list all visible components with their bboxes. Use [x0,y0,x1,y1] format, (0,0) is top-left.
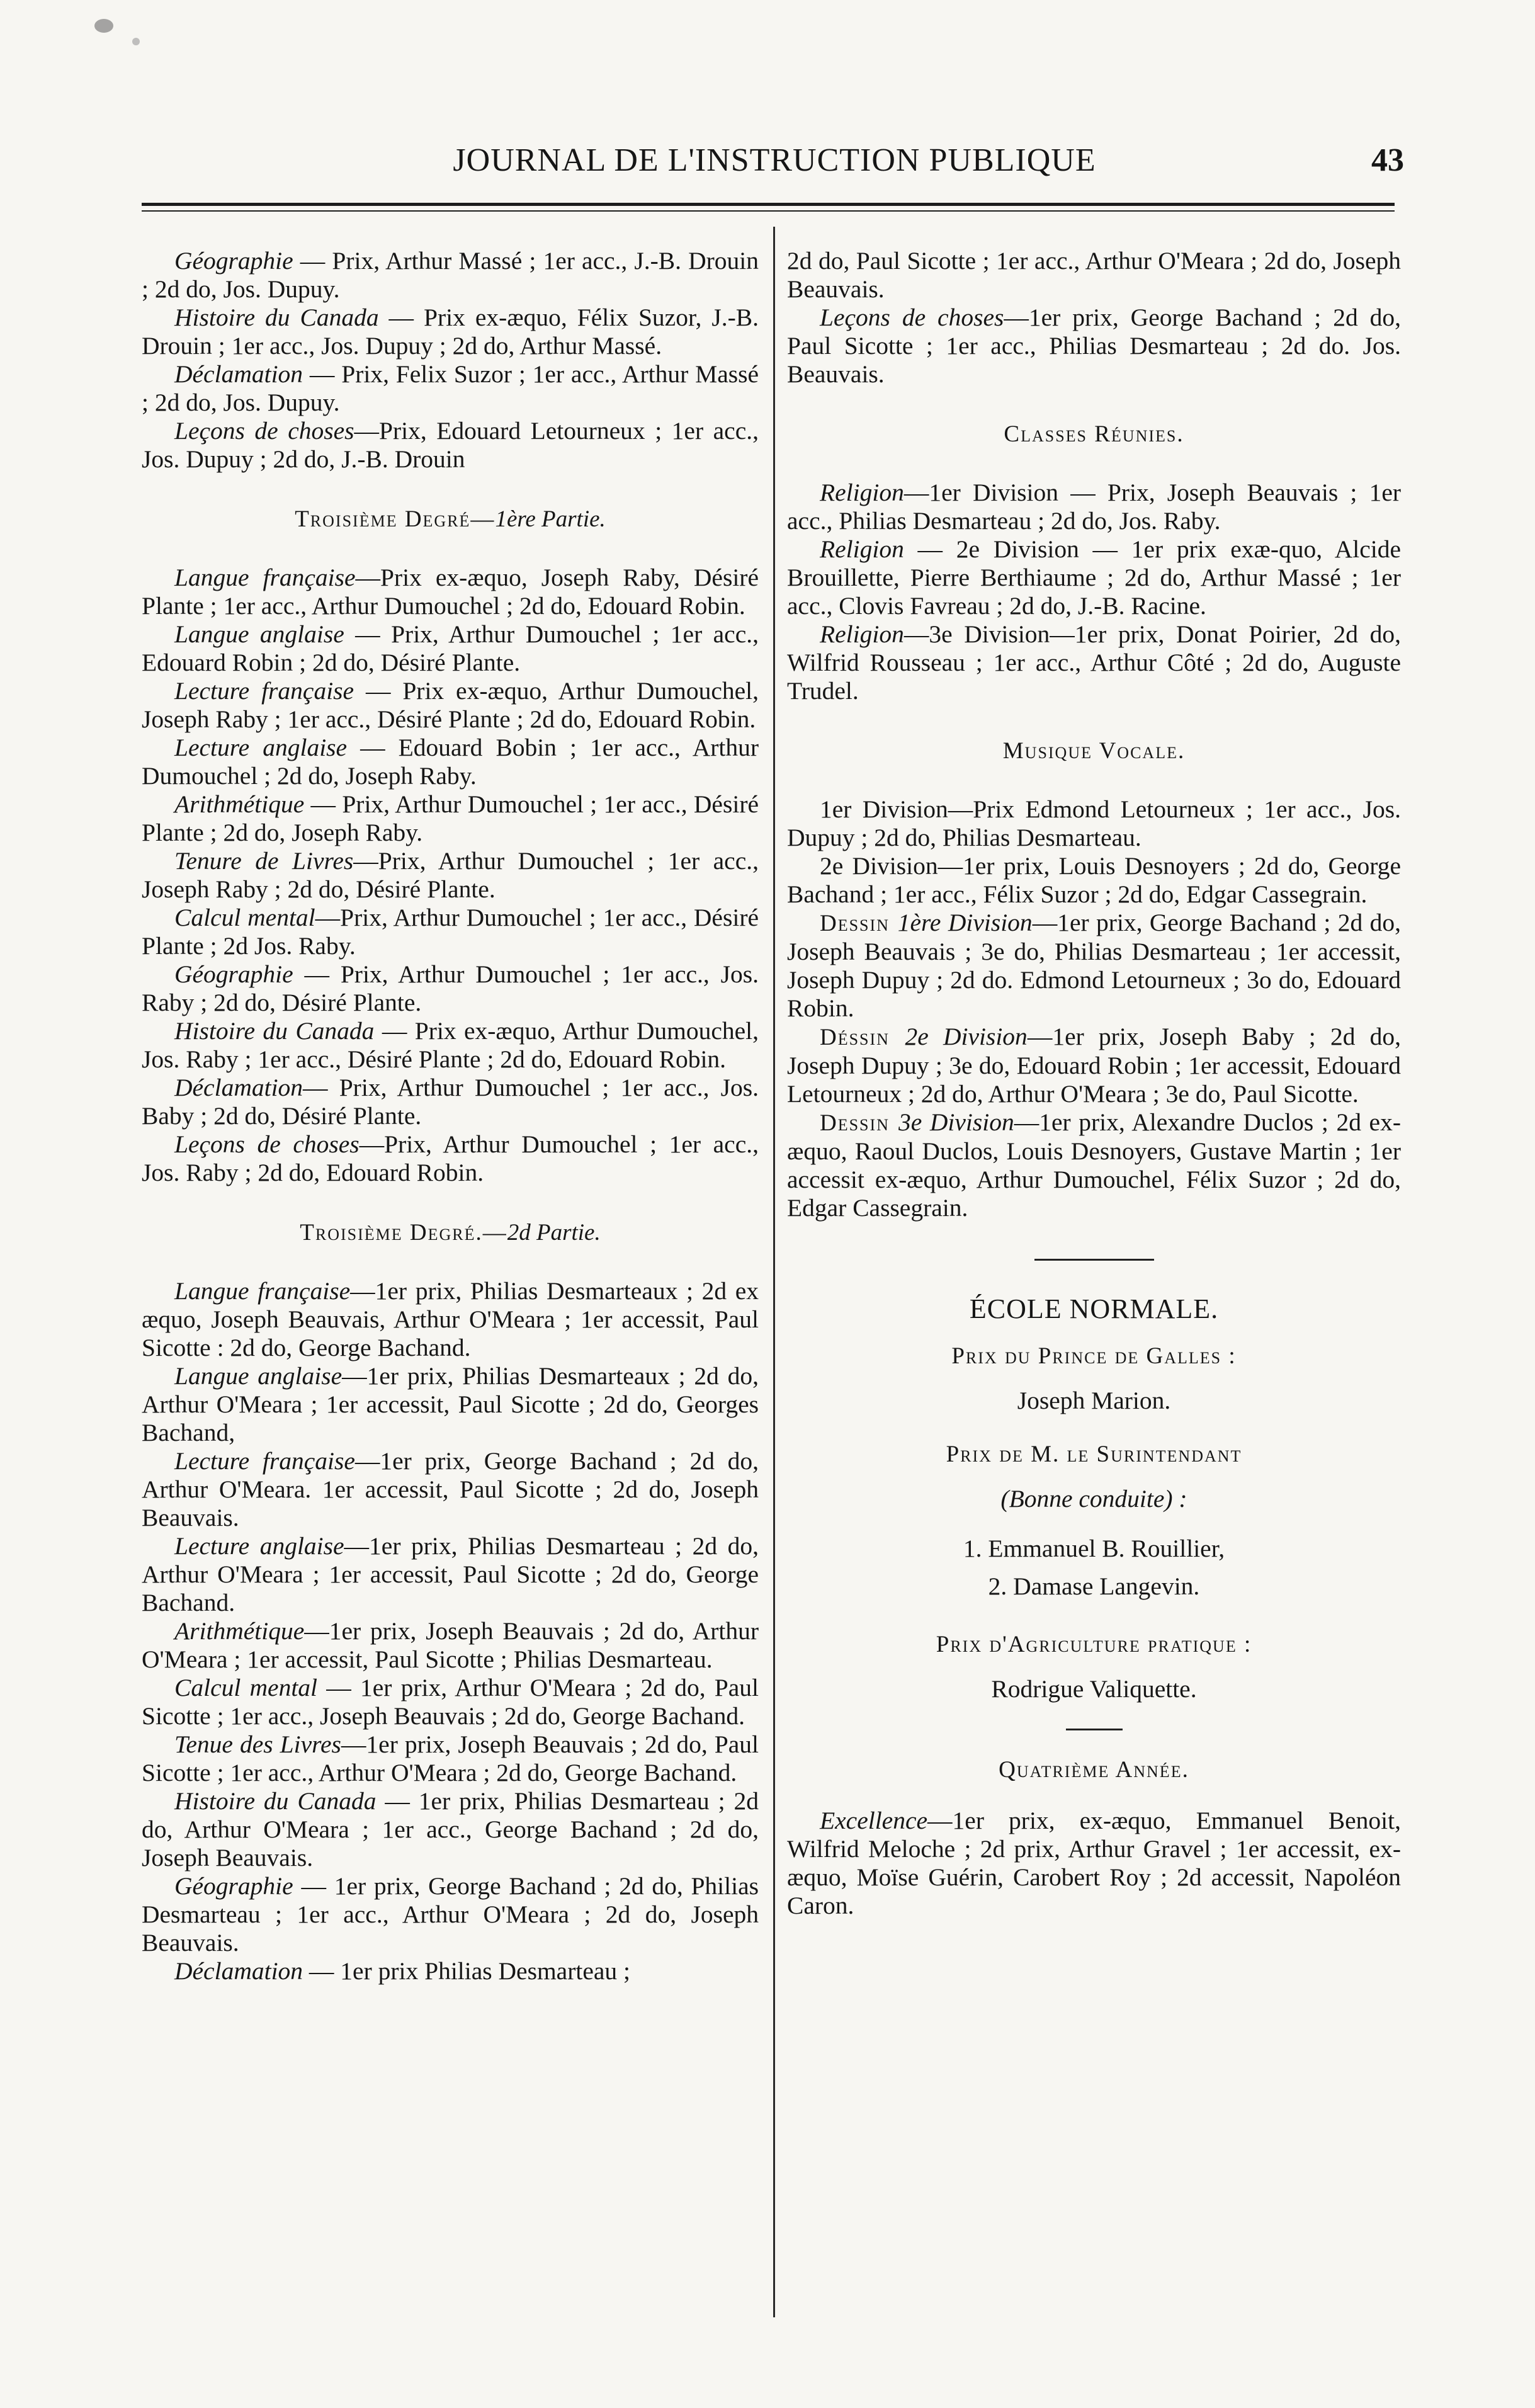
prize-entry [142,417,759,474]
section-title: Troisième Degré— [295,506,496,532]
entry-category: Langue anglaise [174,1362,343,1390]
entry-category: Lecture anglaise [174,1532,344,1560]
entry-text: 2e Division—1er prix, Louis Desnoyers ; 2d do, George Bachand ; 1er acc., Félix Suzor ; 2d do, Edgar Cassegrain. [787,852,1401,908]
entry-category: Leçons de choses [820,304,1004,331]
entry-category: Calcul mental [174,904,315,931]
entry-text: —1er prix, Alexandre Duclos ; 2d ex-æquo, Raoul Duclos, Louis Desnoyers, Gustave Martin ; 1er accessit ex-æquo, Arthur Dumouchel, Félix Suzor ; 2d do, Edgar Cassegrain. [787,1108,1401,1222]
entry-category: Langue anglaise [174,620,344,648]
prize-entry [142,677,759,734]
entry-text: —Prix, Arthur Dumouchel ; 1er acc., Désiré Plante ; 2d Jos. Raby. [142,904,759,960]
prize-entry [142,1674,759,1730]
entry-text: —1er prix, Joseph Beauvais ; 2d do, Arthur O'Meara ; 1er accessit, Paul Sicotte ; Philias Desmarteau. [142,1617,759,1673]
section-rule-small [1066,1729,1123,1730]
entry-category: Déclamation [174,1957,303,1985]
header-rule-thin [142,210,1395,212]
prize-entry [787,852,1401,909]
entry-lead-italic: 2e Division [905,1023,1028,1050]
prize-entry [787,1023,1401,1108]
prize-entry [142,247,759,304]
prize-entry [787,1108,1401,1222]
scan-speck [94,19,113,33]
entry-category: Leçons de choses [174,417,354,445]
entry-category: Lecture française [174,1447,355,1475]
prize-entry [142,847,759,904]
entry-text: — Prix, Arthur Dumouchel ; 1er acc., Jos. Raby ; 2d do, Désiré Plante. [142,960,759,1016]
entry-text: —1er prix, George Bachand ; 2d do, Paul Sicotte ; 1er acc., Philias Desmarteau ; 2d do. Jos. Beauvais. [787,304,1401,388]
left-column [142,247,759,1985]
entry-text: — Prix, Arthur Massé ; 1er acc., J.-B. Drouin ; 2d do, Jos. Dupuy. [142,247,759,303]
prize-entry [142,904,759,960]
prize-entry [142,1787,759,1872]
entry-category: Histoire du Canada [174,1017,375,1045]
entry-lead: Dessin [820,1110,898,1136]
entry-text: — Prix ex-æquo, Arthur Dumouchel, Joseph Raby ; 1er acc., Désiré Plante ; 2d do, Edouard Robin. [142,677,759,733]
entry-text: —1er prix, George Bachand ; 2d do, Joseph Beauvais ; 3e do, Philias Desmarteau ; 1er accessit, Joseph Dupuy ; 2d do. Edmond Letourneux ; 3o do, Edouard Robin. [787,909,1401,1022]
entry-category: Lecture anglaise [174,734,348,761]
entry-category: Tenure de Livres [174,847,354,875]
entry-text: — 1er prix, George Bachand ; 2d do, Philias Desmarteau ; 1er acc., Arthur O'Meara ; 2d do, Joseph Beauvais. [142,1872,759,1956]
entry-text: —1er prix, Joseph Beauvais ; 2d do, Paul Sicotte ; 1er acc., Arthur O'Meara ; 2d do, George Bachand. [142,1730,759,1786]
prize-entry [142,360,759,417]
entry-text: —1er prix, Joseph Baby ; 2d do, Joseph Dupuy ; 3e do, Edouard Robin ; 1er accessit, Edouard Letourneux ; 2d do, Arthur O'Meara ; 3e do, Paul Sicotte. [787,1023,1401,1108]
prize-entry [142,1532,759,1617]
entry-category: Géographie [174,247,293,275]
section-heading-musique-vocale: Musique Vocale. [1002,738,1186,764]
entry-category: Religion [820,479,904,506]
entry-text: — Prix, Arthur Dumouchel ; 1er acc., Désiré Plante ; 2d do, Joseph Raby. [142,790,759,846]
entry-category: Déclamation [174,1074,303,1101]
prize-entry [142,1362,759,1447]
section-rule [1034,1259,1154,1261]
prize-entry [142,1074,759,1130]
prize-agriculture-title: Prix d'Agriculture pratique : [936,1632,1252,1657]
right-entries-c [787,795,1401,1222]
section-heading-classes-reunies: Classes Réunies. [1004,421,1184,447]
section-heading-troisieme-1 [142,505,759,533]
prize-entry [142,1017,759,1074]
entry-lead: Dessin [820,911,898,936]
prize-entry [142,1872,759,1957]
right-entries-b [787,479,1401,705]
entry-text: —1er prix, George Bachand ; 2d do, Arthur O'Meara. 1er accessit, Paul Sicotte ; 2d do, Joseph Beauvais. [142,1447,759,1531]
right-entries-a [787,304,1401,389]
section-title: Troisième Degré.— [300,1220,507,1246]
scan-speck [132,38,140,45]
prize-surintendant-winner-1: 1. Emmanuel B. Rouillier, [963,1535,1225,1562]
prize-surintendant-winner-2: 2. Damase Langevin. [988,1572,1200,1600]
entry-category: Déclamation [174,360,303,388]
entry-text: —1er prix, ex-æquo, Emmanuel Benoit, Wilfrid Meloche ; 2d prix, Arthur Gravel ; 1er accessit, ex-æquo, Moïse Guérin, Carobert Roy ; 2d accessit, Napoléon Caron. [787,1807,1401,1919]
prize-surintendant-sub: (Bonne conduite) : [1000,1485,1187,1513]
prize-entry [142,1730,759,1787]
left-entries-c [142,1277,759,1985]
section-heading-troisieme-2 [142,1218,759,1247]
entry-lead: Déssin [820,1025,905,1050]
column-divider [773,227,775,2317]
section-part: 1ère Partie. [495,506,606,532]
page-header [145,142,1404,186]
prize-entry [142,1617,759,1674]
prize-entry [142,1277,759,1362]
ecole-normale-title: ÉCOLE NORMALE. [969,1293,1219,1324]
section-part: 2d Partie. [507,1220,601,1246]
entry-category: Langue française [174,1277,351,1305]
prize-agriculture-winner: Rodrigue Valiquette. [991,1675,1197,1703]
entry-text: —1er prix, Philias Desmarteau ; 2d do, Arthur O'Meara ; 1er accessit, Paul Sicotte ; 2d do, George Bachand. [142,1532,759,1616]
entry-text: — Prix, Felix Suzor ; 1er acc., Arthur Massé ; 2d do, Jos. Dupuy. [142,360,759,416]
running-title: JOURNAL DE L'INSTRUCTION PUBLIQUE [453,142,1096,178]
entry-text: — Prix, Arthur Dumouchel ; 1er acc., Edouard Robin ; 2d do, Désiré Plante. [142,620,759,676]
entry-category: Excellence [820,1807,928,1834]
entry-category: Religion [820,620,904,648]
entry-category: Histoire du Canada [174,1787,377,1815]
entry-text: —1er prix, Philias Desmarteaux ; 2d do, Arthur O'Meara ; 1er accessit, Paul Sicotte ; 2d do, Georges Bachand, [142,1362,759,1446]
excellence-entry [787,1807,1401,1920]
entry-category: Calcul mental [174,1674,318,1701]
entry-category: Arithmétique [174,790,305,818]
entry-category: Langue française [174,564,356,591]
entry-text: — Prix ex-æquo, Félix Suzor, J.-B. Drouin ; 1er acc., Jos. Dupuy ; 2d do, Arthur Massé. [142,304,759,360]
entry-lead-italic: 3e Division [898,1108,1014,1136]
entry-lead-italic: 1ère Division [897,909,1033,936]
entry-category: Religion [820,535,904,563]
prize-entry [142,564,759,620]
entry-category: Leçons de choses [174,1130,360,1158]
entry-category: Lecture française [174,677,354,705]
left-entries-b [142,564,759,1187]
prize-entry [142,620,759,677]
right-column [787,247,1401,1920]
prize-entry [787,479,1401,535]
prize-entry [787,304,1401,389]
entry-category: Géographie [174,960,293,988]
entry-text: 1er Division—Prix Edmond Letourneux ; 1er acc., Jos. Dupuy ; 2d do, Philias Desmarteau. [787,795,1401,851]
entry-category: Arithmétique [174,1617,305,1645]
entry-text: — 2e Division — 1er prix exæ-quo, Alcide Brouillette, Pierre Berthiaume ; 2d do, Arthur Massé ; 1er acc., Clovis Favreau ; 2d do, J.-B. Racine. [787,535,1401,620]
page-number: 43 [1371,142,1404,178]
entry-text: —Prix, Edouard Letourneux ; 1er acc., Jos. Dupuy ; 2d do, J.-B. Drouin [142,417,759,473]
prize-prince-winner: Joseph Marion. [1017,1387,1171,1414]
entry-text: — Edouard Bobin ; 1er acc., Arthur Dumouchel ; 2d do, Joseph Raby. [142,734,759,790]
left-entries-a [142,247,759,474]
entry-text: — Prix, Arthur Dumouchel ; 1er acc., Jos. Baby ; 2d do, Désiré Plante. [142,1074,759,1130]
entry-text: — 1er prix Philias Desmarteau ; [303,1957,631,1985]
entry-category: Histoire du Canada [174,304,379,331]
entry-text: —Prix, Arthur Dumouchel ; 1er acc., Joseph Raby ; 2d do, Désiré Plante. [142,847,759,903]
prize-entry [787,620,1401,705]
section-heading-quatrieme-annee: Quatrième Année. [999,1757,1189,1783]
prize-entry [142,734,759,790]
header-rule [142,203,1395,206]
entry-text: — Prix ex-æquo, Arthur Dumouchel, Jos. Raby ; 1er acc., Désiré Plante ; 2d do, Edouard Robin. [142,1017,759,1073]
entry-text: —1er prix, Philias Desmarteaux ; 2d ex æquo, Joseph Beauvais, Arthur O'Meara ; 1er accessit, Paul Sicotte : 2d do, George Bachand. [142,1277,759,1361]
continuation-text: 2d do, Paul Sicotte ; 1er acc., Arthur O'Meara ; 2d do, Joseph Beauvais. [787,247,1401,303]
entry-text: —Prix ex-æquo, Joseph Raby, Désiré Plante ; 1er acc., Arthur Dumouchel ; 2d do, Edouard Robin. [142,564,759,620]
prize-entry [142,1130,759,1187]
prize-entry [142,304,759,360]
prize-entry [787,535,1401,620]
prize-entry [142,1447,759,1532]
prize-entry [787,909,1401,1023]
entry-text: —3e Division—1er prix, Donat Poirier, 2d do, Wilfrid Rousseau ; 1er acc., Arthur Côté ; 2d do, Auguste Trudel. [787,620,1401,705]
entry-text: —Prix, Arthur Dumouchel ; 1er acc., Jos. Raby ; 2d do, Edouard Robin. [142,1130,759,1186]
prize-prince-title: Prix du Prince de Galles : [951,1343,1237,1369]
prize-entry [142,790,759,847]
entry-text: — 1er prix, Arthur O'Meara ; 2d do, Paul Sicotte ; 1er acc., Joseph Beauvais ; 2d do, George Bachand. [142,1674,759,1730]
entry-text: — 1er prix, Philias Desmarteau ; 2d do, Arthur O'Meara ; 1er acc., George Bachand ; 2d do, Joseph Beauvais. [142,1787,759,1871]
prize-surintendant-title: Prix de M. le Surintendant [946,1441,1242,1467]
prize-entry [787,795,1401,852]
prize-entry [142,1957,759,1985]
entry-category: Géographie [174,1872,293,1900]
prize-entry [142,960,759,1017]
entry-category: Tenue des Livres [174,1730,341,1758]
entry-text: —1er Division — Prix, Joseph Beauvais ; 1er acc., Philias Desmarteau ; 2d do, Jos. Raby. [787,479,1401,535]
